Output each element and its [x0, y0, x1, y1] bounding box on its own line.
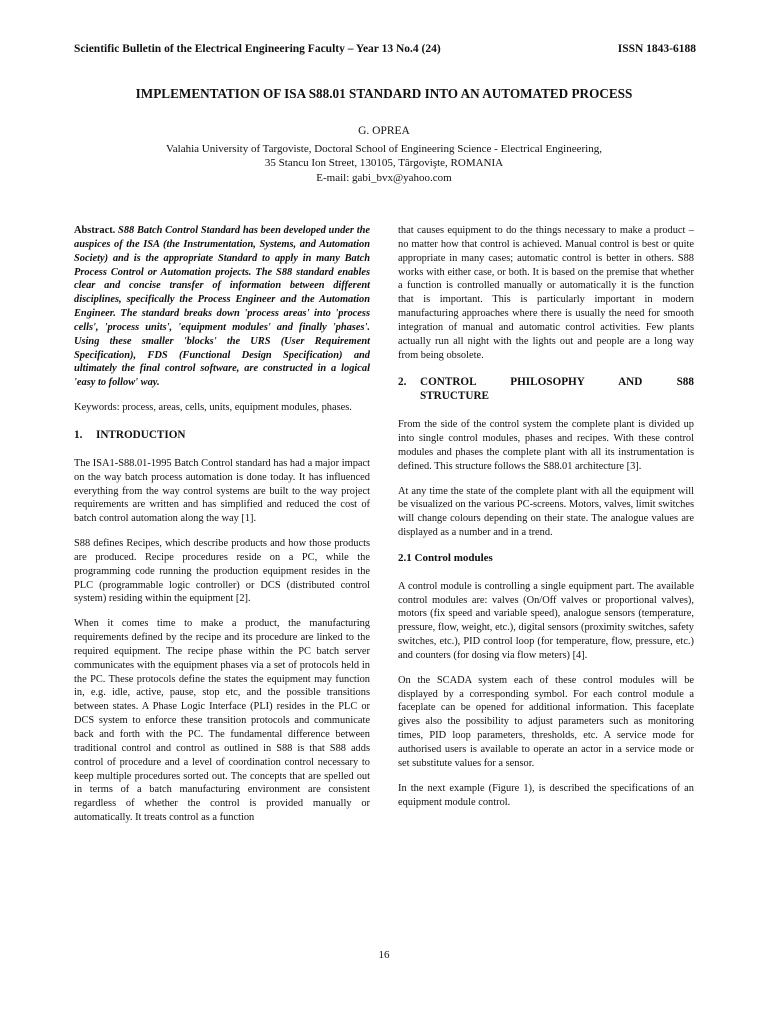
abstract-label: Abstract.: [74, 225, 116, 236]
paragraph: From the side of the control system the complete plant is divided up into single control modules, phases and recipes. With these control modules and phases the complete plant with all its instrumentation is defined. This structure follows the S88.01 architecture [3].: [398, 419, 694, 472]
abstract: [74, 224, 370, 390]
paragraph: At any time the state of the complete plant with all the equipment will be visualized on the various PC-screens. Motors, valves, limit switches will change colours depending on their state. The analogue values are displayed as a number and in a trend.: [398, 485, 694, 539]
section-heading-introduction: [74, 429, 370, 443]
author-affiliation: Valahia University of Targoviste, Doctoral School of Engineering Science - Electrical Engineering,: [166, 142, 602, 155]
paragraph: A control module is controlling a single equipment part. The available control modules are: valves (On/Off valves or proportional valves), motors (fix speed and variable speed), analogue sensors (temperature, pressure, flow, weight, etc.), digital sensors (proximity switches, safety switches, etc.), PID control loop (for temperature, flow, pressure, etc.) and counters (for dosing via flow meters) [4].: [398, 580, 694, 661]
right-column: [398, 224, 694, 809]
paragraph: In the next example (Figure 1), is described the specifications of an equipment module control.: [398, 782, 694, 808]
paragraph: When it comes time to make a product, the manufacturing requirements defined by the recipe and its procedure are linked to the required equipment. The recipe phase within the PC batch server communicates with the equipment phases via a set of protocols held in the PC. These protocols define the states the equipment may function in, e.g. idle, active, pause, stop etc, and the possible transitions between states. A Phase Logic Interface (PLI) resides in the PLC or DCS system to enforce these transition protocols and communicate back and forth with the PC. The fundamental difference between traditional control and control as outlined in S88 is that S88 adds control of procedure and a level of coordination control necessary to keep multiple procedures sorted out. The concepts that are spelled out in terms of a batch manufacturing environment are consistent regardless of whether the control is provided manually or automatically. It treats control as a function: [74, 618, 370, 824]
section-title-line1: CONTROL PHILOSOPHY AND S88: [420, 376, 694, 389]
abstract-text: S88 Batch Control Standard has been developed under the auspices of the ISA (the Instrumentation, Systems, and Automation Society) and is the appropriate Standard to apply in many Batch Process Control or Automation projects. The S88 standard enables clear and concise transfer of information between different disciplines, specifically the Process Engineer and the Automation Engineer. The standard breaks down 'process areas' into 'process cells', 'process units', 'equipment modules' and finally 'phases'. Using these smaller 'blocks' the URS (User Requirement Specification), FDS (Functional Design Specification) and ultimately the final control software, are constructed in a logical 'easy to follow' way.: [74, 225, 370, 389]
section-number: 1.: [74, 428, 83, 441]
author-address: 35 Stancu Ion Street, 130105, Târgovişte, ROMANIA: [264, 157, 504, 169]
keywords: Keywords: process, areas, cells, units, equipment modules, phases.: [74, 402, 352, 414]
page-number: 16: [378, 949, 390, 961]
left-column: [74, 224, 370, 825]
subsection-heading-control-modules: 2.1 Control modules: [398, 551, 493, 564]
journal-name: Scientific Bulletin of the Electrical Engineering Faculty – Year 13 No.4 (24): [74, 43, 441, 55]
section-number: 2.: [398, 376, 407, 389]
paragraph: S88 defines Recipes, which describe products and how those products are produced. Recipe procedures reside on a PC, while the programming code running the production equipment resides in the PLC (programmable logic controller) or DCS (distributed control system) residing within the equipment [2].: [74, 538, 370, 605]
running-header: [74, 43, 696, 59]
author-email: E-mail: gabi_bvx@yahoo.com: [316, 171, 452, 184]
paragraph: The ISA1-S88.01-1995 Batch Control standard has had a major impact on the way batch process automation is done today. It has influenced everything from the way control systems are built to the way project requirements are written and has simplified and reduced the cost of batch control automation along the way [1].: [74, 457, 370, 525]
paper-title: IMPLEMENTATION OF ISA S88.01 STANDARD INTO AN AUTOMATED PROCESS: [135, 86, 633, 101]
section-title-line2: STRUCTURE: [420, 390, 490, 403]
author-block: [60, 124, 708, 185]
issn: ISSN 1843-6188: [617, 43, 696, 55]
paragraph: that causes equipment to do the things necessary to make a product – no matter how that control is achieved. Manual control is best or quite appropriate in many cases; automatic control is better in others. S88 works with either case, or both. It is based on the premise that whether a function is controlled manually or automatically it is the function that is important. This is particularly important in modern manufacturing approaches where there is usually the need for smooth integration of manual and automatic control activities. Few plants actually run all night with the lights out and people are a long way from being obsolete.: [398, 225, 694, 361]
author-name: G. OPREA: [358, 125, 410, 137]
section-heading-control-philosophy: [398, 376, 694, 404]
paragraph: On the SCADA system each of these control modules will be displayed by a corresponding symbol. For each control module a faceplate can be opened for additional information. This faceplate gives also the possibility to adjust parameters such as monitoring times, PID loop parameters, thresholds, etc. A service mode for authorised users is available to operate an actor in a service mode or set substitute values for a sensor.: [398, 674, 694, 769]
section-title: INTRODUCTION: [96, 428, 186, 441]
